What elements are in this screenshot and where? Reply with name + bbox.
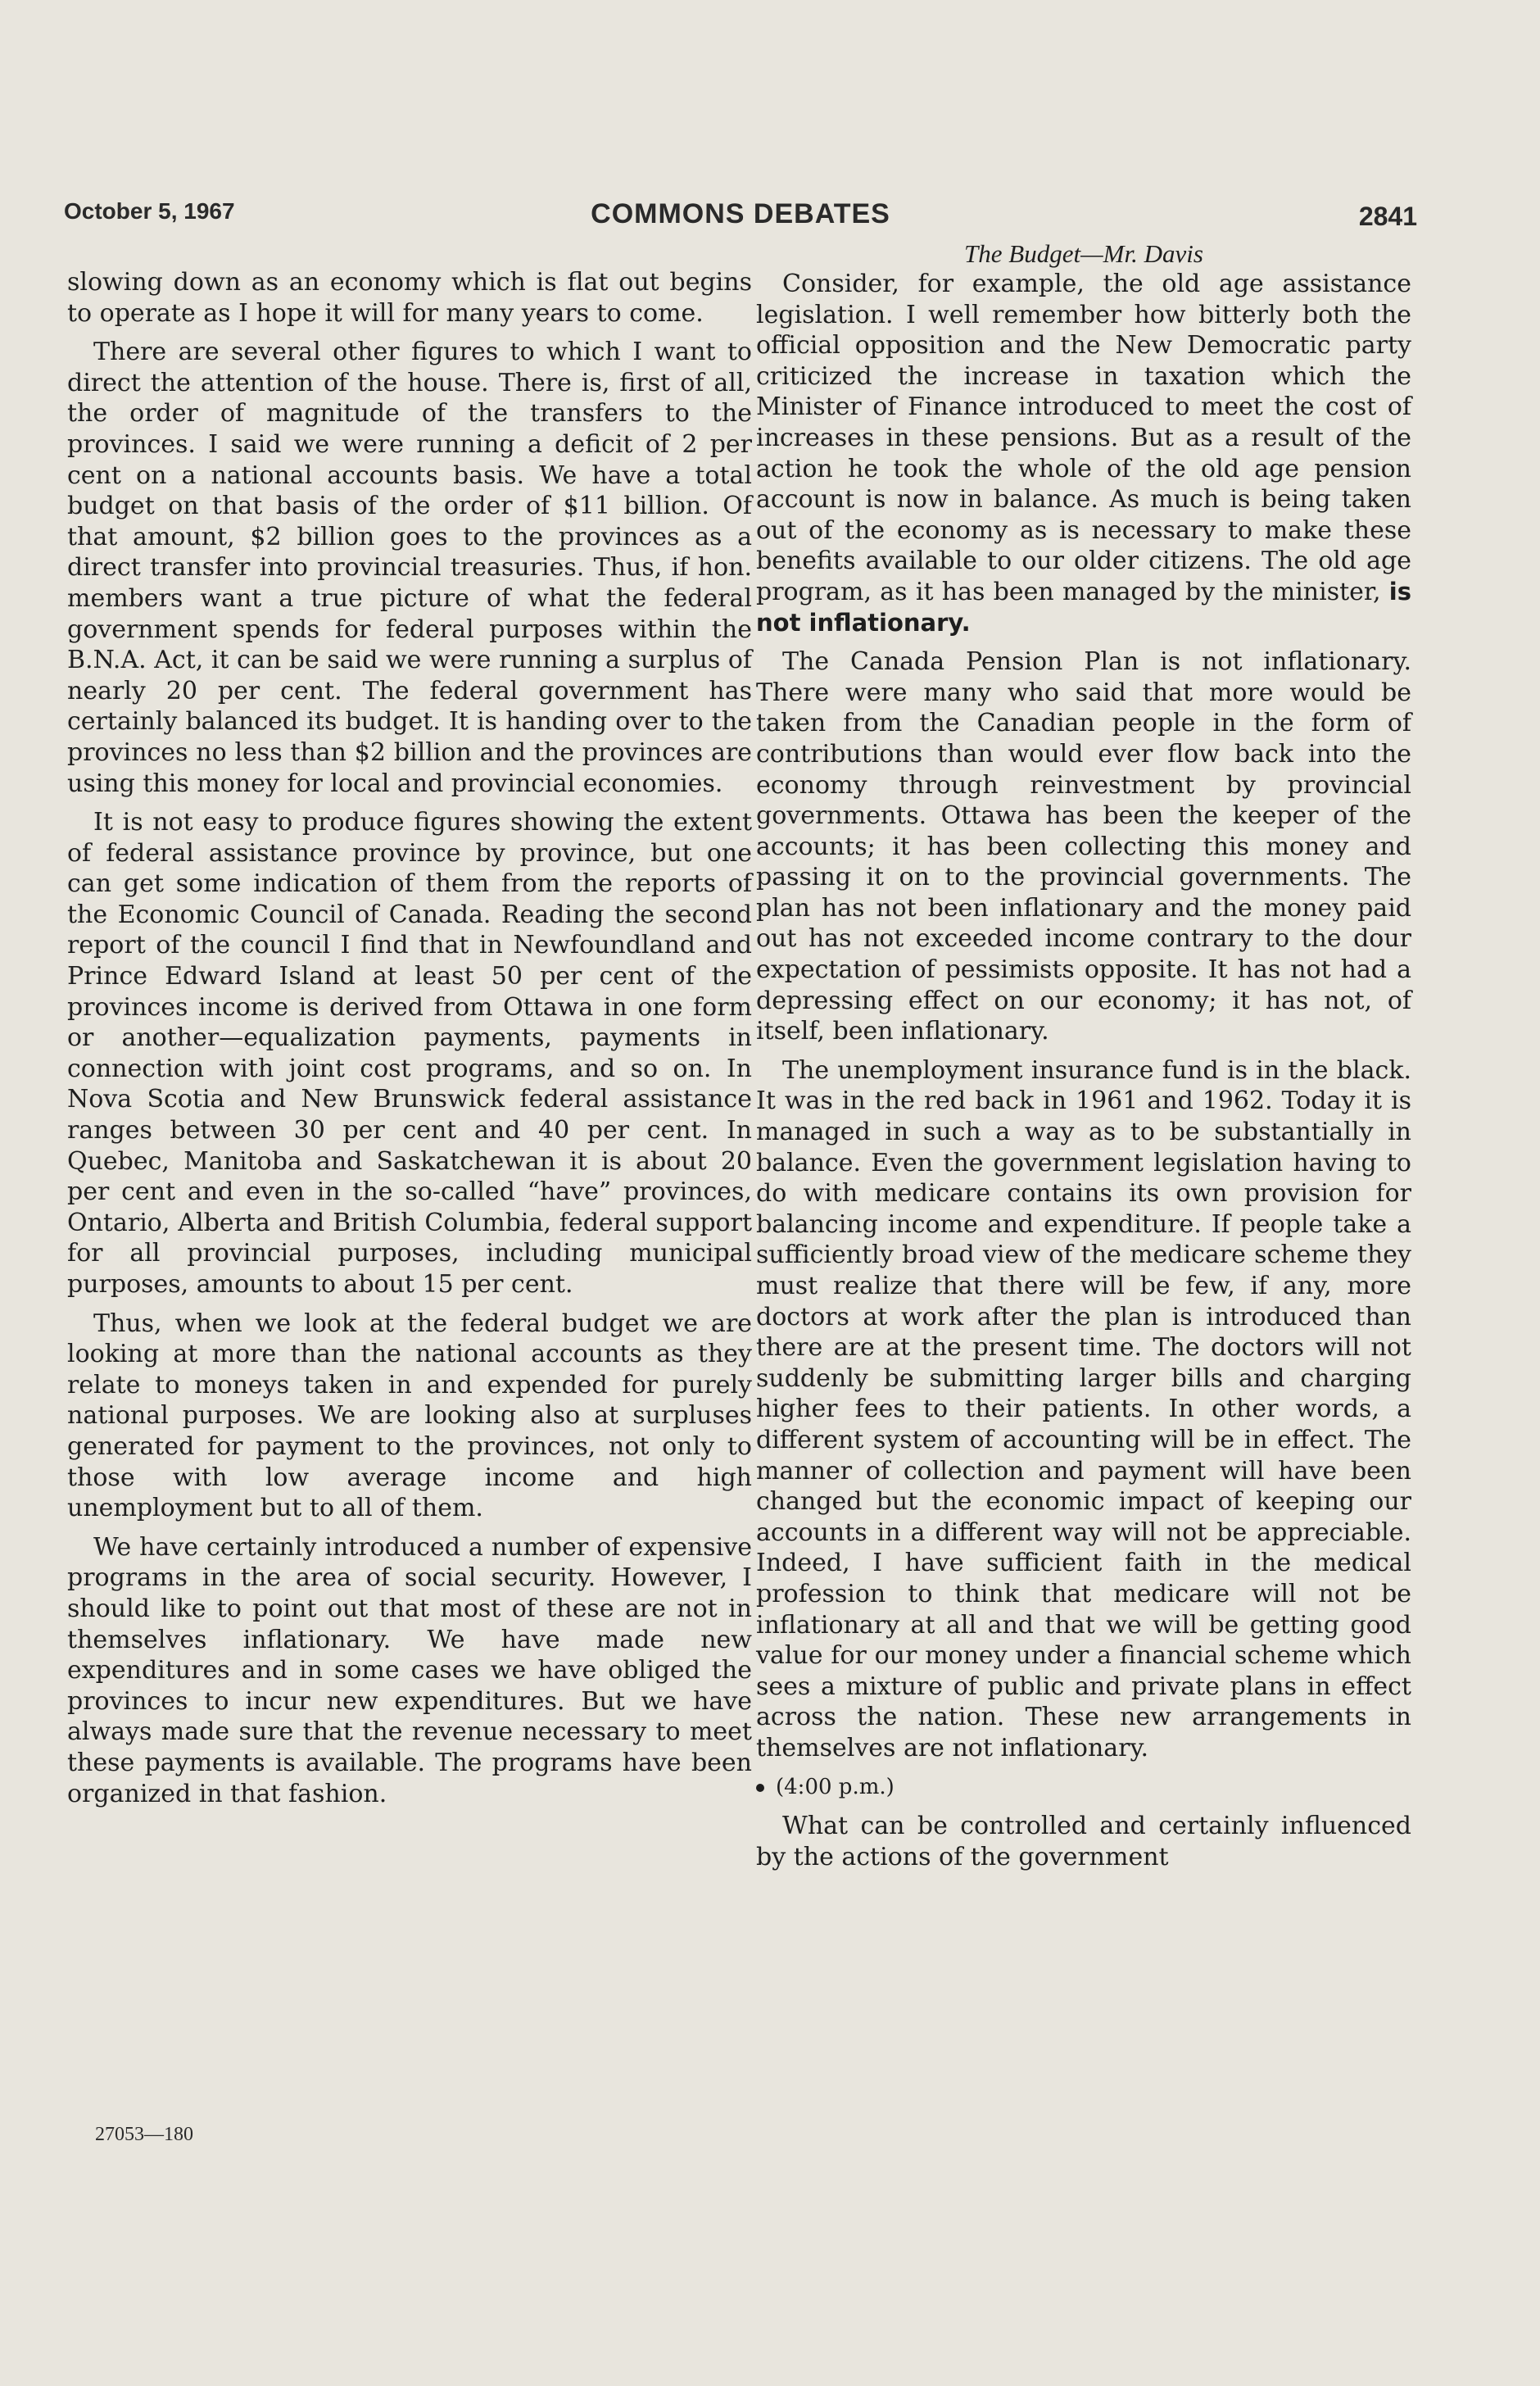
bullet-icon bbox=[756, 1784, 764, 1792]
running-head: The Budget—Mr. Davis bbox=[964, 239, 1203, 268]
left-column bbox=[67, 267, 752, 1817]
paragraph: We have certainly introduced a number of expensive programs in the area of social security. However, I should like to point out that most of these are not in themselves inflationary. We have made new expenditures and in some cases we have obliged the provinces to incur new expenditures. But we have always made sure that the revenue necessary to meet these payments is available. The programs have been organized in that fashion. bbox=[67, 1532, 752, 1808]
header-date: October 5, 1967 bbox=[64, 198, 235, 224]
paragraph: The Canada Pension Plan is not inflationary. There were many who said that more would be taken from the Canadian people in the form of contributions than would ever flow back into the economy through reinvestment by provincial governments. Ottawa has been the keeper of the accounts; it has been collecting this money and passing it on to the provincial governments. The plan has not been inflationary and the money paid out has not exceeded income contrary to the dour expectation of pessimists opposite. It has not had a depressing effect on our economy; it has not, of itself, been inflationary. bbox=[756, 647, 1411, 1046]
right-column bbox=[756, 239, 1411, 1880]
footer-code: 27053—180 bbox=[95, 2124, 193, 2145]
paragraph: It is not easy to produce figures showing the extent of federal assistance province by province, but one can get some indication of them from the reports of the Economic Council of Canada. Reading the second report of the council I find that in Newfoundland and Prince Edward Island at least 50 per cent of the provinces income is derived from Ottawa in one form or another—equalization payments, payments in connection with joint cost programs, and so on. In Nova Scotia and New Brunswick federal assistance ranges between 30 per cent and 40 per cent. In Quebec, Manitoba and Saskatchewan it is about 20 per cent and even in the so-called “have” provinces, Ontario, Alberta and British Columbia, federal support for all provincial purposes, including municipal purposes, amounts to about 15 per cent. bbox=[67, 808, 752, 1299]
paragraph: slowing down as an economy which is flat out begins to operate as I hope it will for many years to come. bbox=[67, 268, 752, 328]
paragraph: What can be controlled and certainly influenced by the actions of the government bbox=[756, 1812, 1411, 1871]
header-title: COMMONS DEBATES bbox=[591, 198, 890, 229]
paragraph-text: Consider, for example, the old age assistance legislation. I well remember how bitterly both the official opposition and the New Democratic party criticized the increase in taxation which the Minister of Finance introduced to meet the cost of increases in these pensions. But as a result of the action he took the whole of the old age pension account is now in balance. As much is being taken out of the economy as is necessary to make these benefits available to our older citizens. The old age program, as it has been managed by the minister, bbox=[756, 270, 1411, 606]
header-page-number: 2841 bbox=[1358, 202, 1417, 231]
page-header bbox=[64, 195, 1417, 231]
paragraph: Thus, when we look at the federal budget we are looking at more than the national accounts as they relate to moneys taken in and expended for purely national purposes. We are looking also at surpluses generated for payment to the provinces, not only to those with low average income and high unemployment but to all of them. bbox=[67, 1309, 752, 1523]
time-stamp-text: (4:00 p.m.) bbox=[776, 1774, 895, 1799]
time-stamp bbox=[756, 1772, 1411, 1803]
paragraph bbox=[756, 269, 1411, 638]
emphasis-text: is not inflationary. bbox=[756, 577, 1411, 637]
paragraph: There are several other figures to which I want to direct the attention of the house. There is, first of all, the order of magnitude of the transfers to the provinces. I said we were running a deficit of 2 per cent on a national accounts basis. We have a total budget on that basis of the order of $11 billion. Of that amount, $2 billion goes to the provinces as a direct transfer into provincial treasuries. Thus, if hon. members want a true picture of what the federal government spends for federal purposes within the B.N.A. Act, it can be said we were running a surplus of nearly 20 per cent. The federal government has certainly balanced its budget. It is handing over to the provinces no less than $2 billion and the provinces are using this money for local and provincial economies. bbox=[67, 338, 752, 798]
paragraph: The unemployment insurance fund is in the black. It was in the red back in 1961 and 1962. Today it is managed in such a way as to be substantially in balance. Even the government legislation having to do with medicare contains its own provision for balancing income and expenditure. If people take a sufficiently broad view of the medicare scheme they must realize that there will be few, if any, more doctors at work after the plan is introduced than there are at the present time. The doctors will not suddenly be submitting larger bills and charging higher fees to their patients. In other words, a different system of accounting will be in effect. The manner of collection and payment will have been changed but the economic impact of keeping our accounts in a different way will not be appreciable. Indeed, I have sufficient faith in the medical profession to think that medicare will not be inflationary at all and that we will be getting good value for our money under a financial scheme which sees a mixture of public and private plans in effect across the nation. These new arrangements in themselves are not inflationary. bbox=[756, 1055, 1411, 1762]
